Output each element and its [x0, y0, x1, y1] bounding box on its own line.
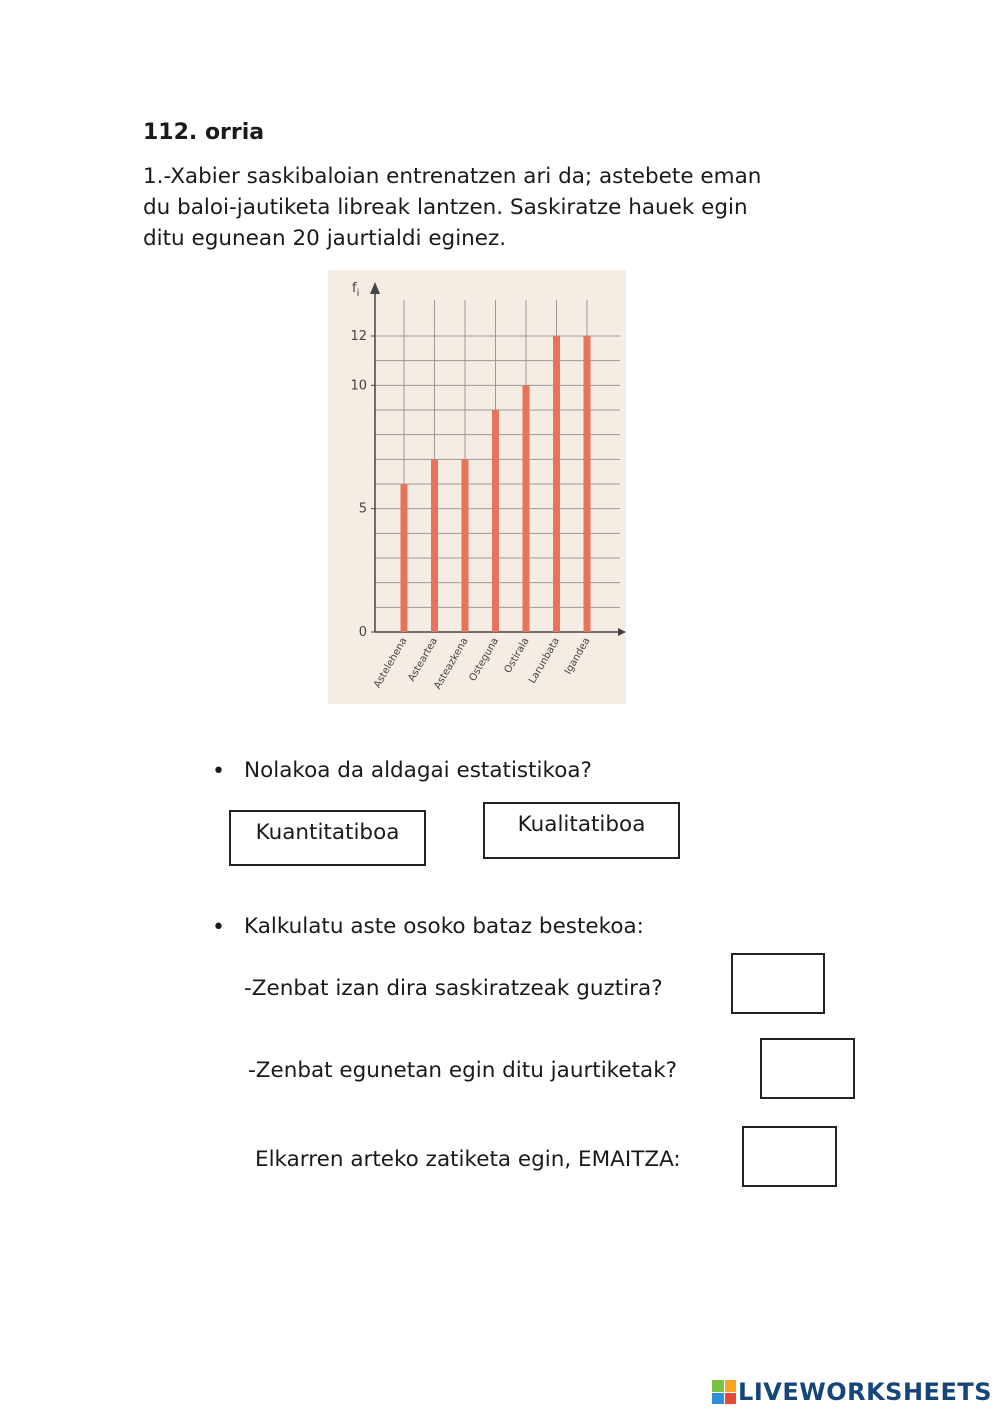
bullet-1: •: [212, 759, 225, 784]
bar: [584, 336, 591, 632]
brand-text: LIVEWORKSHEETS: [738, 1378, 992, 1406]
y-tick-label: 12: [350, 329, 367, 344]
intro-line-2: du baloi-jautiketa libreak lantzen. Saskiratze hauek egin: [143, 195, 748, 220]
bar: [553, 336, 560, 632]
option-kuantitatiboa[interactable]: Kuantitatiboa: [229, 810, 426, 866]
x-tick-label: Ostirala: [502, 636, 532, 676]
bar: [401, 484, 408, 632]
subquestion-days: -Zenbat egunetan egin ditu jaurtiketak?: [248, 1058, 678, 1083]
bar: [492, 410, 499, 632]
y-tick-label: 10: [350, 378, 367, 394]
x-tick-label: Osteguna: [467, 636, 502, 684]
answer-box-result[interactable]: [742, 1126, 837, 1187]
page-title: 112. orria: [143, 120, 265, 145]
y-tick-label: 5: [358, 501, 367, 517]
subquestion-result: Elkarren arteko zatiketa egin, EMAITZA:: [255, 1147, 681, 1172]
liveworksheets-logo-icon: [712, 1380, 736, 1404]
bar-chart: [328, 270, 626, 704]
x-tick-label: Igandea: [562, 636, 593, 677]
subquestion-total: -Zenbat izan dira saskiratzeak guztira?: [244, 976, 663, 1001]
x-axis-arrow: [618, 628, 626, 636]
bar: [431, 459, 438, 632]
x-tick-label: Asteazkena: [432, 636, 471, 692]
bullet-2: •: [212, 915, 225, 940]
question-1-text: Nolakoa da aldagai estatistikoa?: [244, 758, 592, 783]
intro-line-1: 1.-Xabier saskibaloian entrenatzen ari da; astebete eman: [143, 164, 762, 189]
y-axis-label: $f_i$: [352, 281, 360, 299]
option-kualitatiboa[interactable]: Kualitatiboa: [483, 802, 680, 859]
chart-svg: [328, 270, 626, 704]
bar: [462, 459, 469, 632]
brand-logo: [712, 1378, 992, 1406]
question-2-text: Kalkulatu aste osoko bataz bestekoa:: [244, 914, 644, 939]
bar: [523, 385, 530, 632]
answer-box-days[interactable]: [760, 1038, 855, 1099]
y-tick-label: 0: [358, 625, 367, 640]
x-tick-label: Astelehena: [372, 636, 410, 691]
y-axis-arrow: [370, 282, 380, 294]
intro-line-3: ditu egunean 20 jaurtialdi eginez.: [143, 226, 507, 251]
answer-box-total[interactable]: [731, 953, 825, 1014]
x-tick-label: Larunbata: [527, 636, 563, 686]
x-tick-label: Asteartea: [406, 636, 441, 684]
